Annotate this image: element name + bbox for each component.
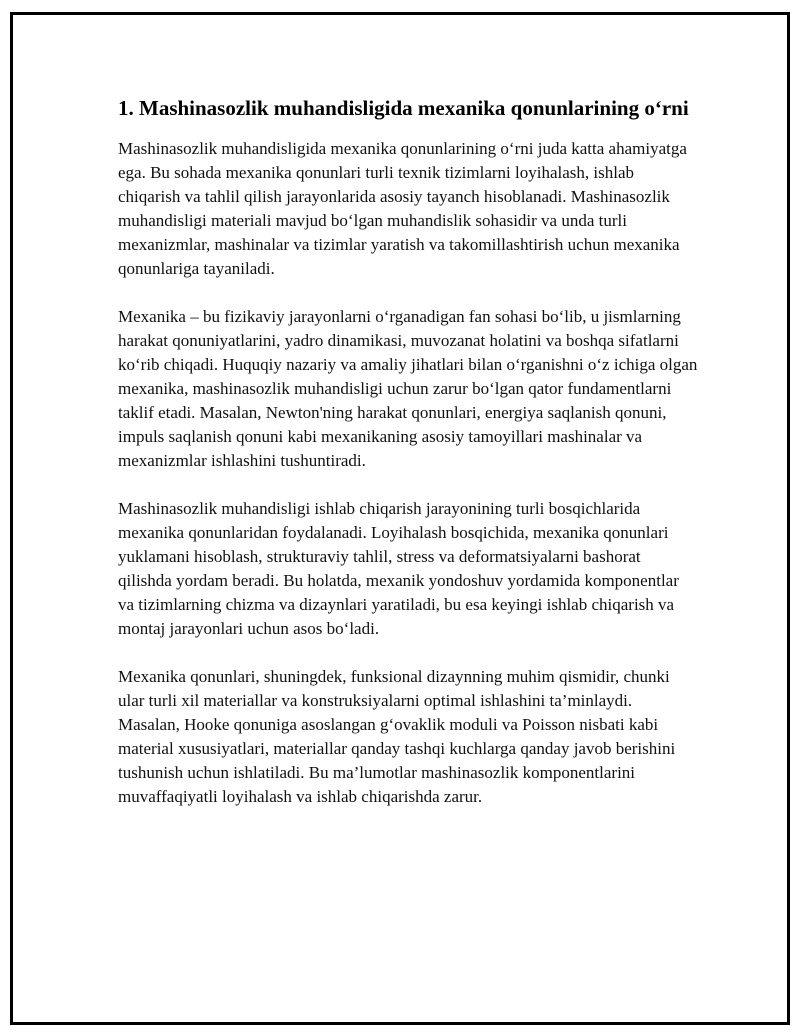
paragraph-1: Mashinasozlik muhandisligida mexanika qonunlarining o‘rni juda katta ahamiyatga ega. Bu sohada mexanika qonunlari turli texnik tizimlarni loyihalash, ishlab chiqarish va tahlil qilish jarayonlarida asosiy tayanch hisoblanadi. Mashinasozlik muhandisligi materiali mavjud bo‘lgan muhandislik sohasidir va unda turli mexanizmlar, mashinalar va tizimlar yaratish va takomillashtirish uchun mexanika qonunlariga tayaniladi.	[118, 139, 687, 278]
paragraph-3: Mashinasozlik muhandisligi ishlab chiqarish jarayonining turli bosqichlarida mexanika qonunlaridan foydalanadi. Loyihalash bosqichida, mexanika qonunlari yuklamani hisoblash, strukturaviy tahlil, stress va deformatsiyalarni bashorat qilishda yordam beradi. Bu holatda, mexanik yondoshuv yordamida komponentlar va tizimlarning chizma va dizaynlari yaratiladi, bu esa keyingi ishlab chiqarish va montaj jarayonlari uchun asos bo‘ladi.	[118, 499, 679, 638]
paragraph-4: Mexanika qonunlari, shuningdek, funksional dizaynning muhim qismidir, chunki ular turli xil materiallar va konstruksiyalarni optimal ishlashini ta’minlaydi. Masalan, Hooke qonuniga asoslangan g‘ovaklik moduli va Poisson nisbati kabi material xususiyatlari, materiallar qanday tashqi kuchlarga qanday javob berishini tushunish uchun ishlatiladi. Bu ma’lumotlar mashinasozlik komponentlarini muvaffaqiyatli loyihalash va ishlab chiqarishda zarur.	[118, 667, 676, 806]
document-body	[118, 94, 698, 833]
section-title: 1. Mashinasozlik muhandisligida mexanika qonunlarining o‘rni	[118, 96, 689, 120]
paragraph-2: Mexanika – bu fizikaviy jarayonlarni o‘rganadigan fan sohasi bo‘lib, u jismlarning harakat qonuniyatlarini, yadro dinamikasi, muvozanat holatini va boshqa sifatlarni ko‘rib chiqadi. Huquqiy nazariy va amaliy jihatlari bilan o‘rganishni o‘z ichiga olgan mexanika, mashinasozlik muhandisligi uchun zarur bo‘lgan qator fundamentlarni taklif etadi. Masalan, Newton'ning harakat qonunlari, energiya saqlanish qonuni, impuls saqlanish qonuni kabi mexanikaning asosiy tamoyillari mashinalar va mexanizmlar ishlashini tushuntiradi.	[118, 307, 698, 470]
